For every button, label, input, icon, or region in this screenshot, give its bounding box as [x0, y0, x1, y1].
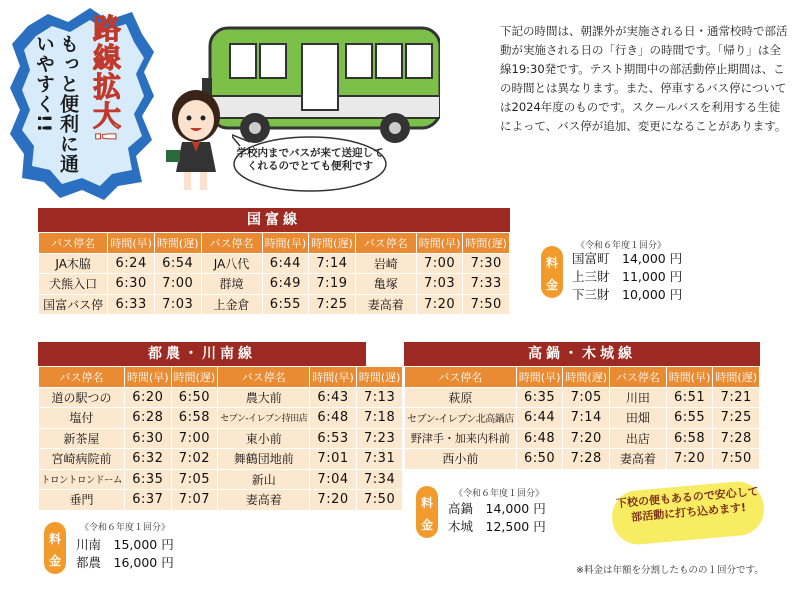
time-early: 6:50: [516, 449, 563, 470]
header-late: 時間(遅): [356, 367, 403, 388]
fare-item: 下三財 10,000 円: [572, 287, 683, 302]
time-late: 7:00: [154, 274, 201, 295]
stop-name: 国富バス停: [39, 294, 108, 315]
time-early: 7:20: [416, 294, 463, 315]
stop-name: 垂門: [39, 490, 125, 511]
time-early: 6:44: [516, 408, 563, 429]
header-stop: バス停名: [405, 367, 517, 388]
time-early: 7:04: [310, 469, 357, 490]
table-row: [39, 408, 403, 429]
table-row: [39, 449, 403, 470]
fare-badge-takanabe: 料金: [416, 486, 438, 538]
time-early: 6:35: [516, 387, 563, 408]
time-early: 6:53: [310, 428, 357, 449]
header-early: 時間(早): [416, 233, 463, 254]
fare-item: 上三財 11,000 円: [572, 269, 683, 284]
stop-name: JA木脇: [39, 253, 108, 274]
timetable-takanabe: [404, 366, 760, 470]
table-row: [39, 428, 403, 449]
time-late: 7:21: [713, 387, 760, 408]
header-stop: バス停名: [218, 367, 310, 388]
time-late: 7:33: [463, 274, 510, 295]
time-late: 7:05: [563, 387, 610, 408]
header-early: 時間(早): [666, 367, 713, 388]
table-row: [39, 387, 403, 408]
time-early: 6:35: [125, 469, 172, 490]
fare-list-kunitomi: [572, 250, 682, 304]
header-stop: バス停名: [610, 367, 667, 388]
stop-name: 塩付: [39, 408, 125, 429]
time-late: 6:50: [171, 387, 218, 408]
stop-name: 舞鶴団地前: [218, 449, 310, 470]
time-early: 6:30: [125, 428, 172, 449]
time-late: 7:07: [171, 490, 218, 511]
time-late: 7:00: [171, 428, 218, 449]
stop-name: 田畑: [610, 408, 667, 429]
header-stop: バス停名: [39, 233, 108, 254]
stop-name: トロントロンドーム: [39, 469, 125, 490]
time-late: 7:02: [171, 449, 218, 470]
header-stop: バス停名: [39, 367, 125, 388]
header-late: 時間(遅): [563, 367, 610, 388]
stop-name: 道の駅つの: [39, 387, 125, 408]
splash-subheadline: もっと便利に通いやすく!!: [33, 34, 79, 174]
stop-name: 新茶屋: [39, 428, 125, 449]
stop-name: 上金倉: [201, 294, 262, 315]
time-late: 7:18: [356, 408, 403, 429]
table-row: [39, 253, 510, 274]
stop-name: 犬熊入口: [39, 274, 108, 295]
route-title-kunitomi: 国富線: [38, 208, 510, 232]
table-row: [405, 387, 760, 408]
time-late: 7:34: [356, 469, 403, 490]
table-row: [405, 449, 760, 470]
fare-item: 木城 12,500 円: [448, 519, 546, 534]
fare-item: 川南 15,000 円: [76, 537, 174, 552]
stop-name: 萩原: [405, 387, 517, 408]
time-late: 7:28: [563, 449, 610, 470]
intro-text: 下記の時間は、朝課外が実施される日・通常校時で部活動が実施される日の「行き」の時間です。「帰り」は全線19:30発です。テスト期間中の部活動停止期間は、この時間とは異なります。また、停車するバス停については2024年度のものです。スクールバスを利用する生徒によって、バス停が追加、変更になることがあります。: [500, 24, 788, 133]
stop-name: 野津手・加来内科前: [405, 428, 517, 449]
header-late: 時間(遅): [309, 233, 356, 254]
fare-footnote: ※料金は年額を分割したものの１回分です。: [576, 565, 764, 576]
time-early: 6:58: [666, 428, 713, 449]
stop-name: 妻高着: [218, 490, 310, 511]
time-early: 7:00: [416, 253, 463, 274]
time-late: 7:50: [463, 294, 510, 315]
stop-name: セブン-イレブン持田店: [218, 408, 310, 429]
time-late: 6:54: [154, 253, 201, 274]
time-early: 6:55: [666, 408, 713, 429]
stop-name: 妻高着: [355, 294, 416, 315]
stop-name: 西小前: [405, 449, 517, 470]
table-header-row: [39, 233, 510, 254]
fare-note-tonokawaminami: 《令和６年度１回分》: [80, 523, 171, 533]
time-late: 7:50: [713, 449, 760, 470]
header-late: 時間(遅): [154, 233, 201, 254]
time-early: 7:03: [416, 274, 463, 295]
stop-name: 川田: [610, 387, 667, 408]
time-early: 6:37: [125, 490, 172, 511]
fare-note-kunitomi: 《令和６年度１回分》: [576, 241, 667, 251]
time-early: 7:20: [310, 490, 357, 511]
time-late: 7:23: [356, 428, 403, 449]
time-early: 6:43: [310, 387, 357, 408]
fare-badge-tonokawaminami: 料金: [44, 522, 66, 574]
table-row: [405, 428, 760, 449]
time-early: 7:01: [310, 449, 357, 470]
fare-list-tonokawaminami: [76, 536, 174, 572]
time-late: 7:03: [154, 294, 201, 315]
table-row: [405, 408, 760, 429]
stop-name: セブン-イレブン北高鍋店: [405, 408, 517, 429]
stop-name: 群境: [201, 274, 262, 295]
time-early: 6:48: [310, 408, 357, 429]
stop-name: 農大前: [218, 387, 310, 408]
time-late: 7:31: [356, 449, 403, 470]
time-early: 6:20: [125, 387, 172, 408]
timetable-tonokawaminami: [38, 366, 403, 511]
stop-name: 亀塚: [355, 274, 416, 295]
route-title-takanabe: 高鍋・木城線: [404, 342, 760, 366]
time-early: 6:49: [262, 274, 309, 295]
time-late: 7:13: [356, 387, 403, 408]
stop-name: 新山: [218, 469, 310, 490]
time-early: 6:55: [262, 294, 309, 315]
time-early: 6:33: [108, 294, 155, 315]
header-stop: バス停名: [355, 233, 416, 254]
time-late: 6:58: [171, 408, 218, 429]
time-late: 7:05: [171, 469, 218, 490]
header-stop: バス停名: [201, 233, 262, 254]
table-row: [39, 294, 510, 315]
table-row: [39, 469, 403, 490]
stop-name: JA八代: [201, 253, 262, 274]
header-late: 時間(遅): [171, 367, 218, 388]
fare-note-takanabe: 《令和６年度１回分》: [454, 489, 545, 499]
time-late: 7:19: [309, 274, 356, 295]
time-late: 7:50: [356, 490, 403, 511]
fare-item: 国富町 14,000 円: [572, 251, 683, 266]
header-early: 時間(早): [125, 367, 172, 388]
stop-name: 宮崎病院前: [39, 449, 125, 470]
time-late: 7:30: [463, 253, 510, 274]
time-late: 7:25: [309, 294, 356, 315]
header-late: 時間(遅): [463, 233, 510, 254]
time-early: 6:48: [516, 428, 563, 449]
time-early: 6:28: [125, 408, 172, 429]
callout-text: 下校の便もあるので安心して部活動に打ち込めます!: [615, 484, 760, 524]
speech-text: 学校内までバスが来て送迎してくれるのでとても便利です: [236, 147, 384, 172]
fare-item: 都農 16,000 円: [76, 555, 174, 570]
timetable-kunitomi: [38, 232, 510, 315]
time-late: 7:14: [309, 253, 356, 274]
time-early: 6:44: [262, 253, 309, 274]
time-late: 7:20: [563, 428, 610, 449]
stop-name: 岩崎: [355, 253, 416, 274]
table-row: [39, 490, 403, 511]
splash-headline: 路線拡大!: [89, 14, 122, 144]
stop-name: 東小前: [218, 428, 310, 449]
header-early: 時間(早): [516, 367, 563, 388]
time-early: 6:32: [125, 449, 172, 470]
fare-list-takanabe: [448, 500, 546, 536]
time-late: 7:28: [713, 428, 760, 449]
header-early: 時間(早): [310, 367, 357, 388]
time-late: 7:14: [563, 408, 610, 429]
route-title-tonokawaminami: 都農・川南線: [38, 342, 366, 366]
stop-name: 出店: [610, 428, 667, 449]
table-header-row: [405, 367, 760, 388]
fare-item: 高鍋 14,000 円: [448, 501, 546, 516]
header-early: 時間(早): [262, 233, 309, 254]
header-early: 時間(早): [108, 233, 155, 254]
time-late: 7:25: [713, 408, 760, 429]
time-early: 6:30: [108, 274, 155, 295]
time-early: 6:51: [666, 387, 713, 408]
header-late: 時間(遅): [713, 367, 760, 388]
stop-name: 妻高着: [610, 449, 667, 470]
student-character: [162, 86, 232, 196]
fare-badge-kunitomi: 料金: [541, 246, 563, 298]
time-early: 6:24: [108, 253, 155, 274]
table-header-row: [39, 367, 403, 388]
time-early: 7:20: [666, 449, 713, 470]
table-row: [39, 274, 510, 295]
